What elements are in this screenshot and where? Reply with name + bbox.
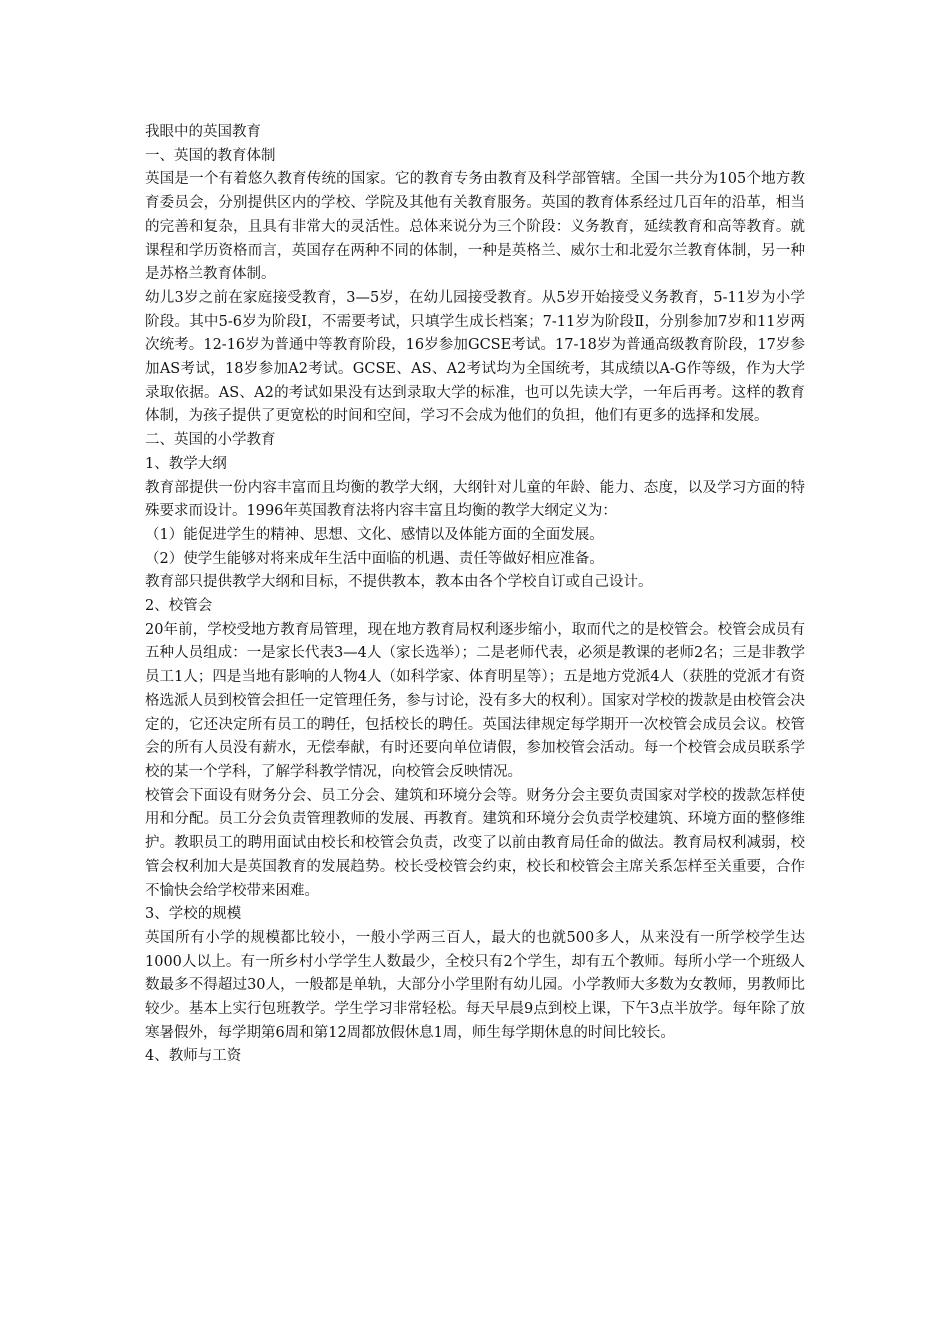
document-title: 我眼中的英国教育: [145, 124, 261, 140]
section-1-paragraph-2: 幼儿3岁之前在家庭接受教育，3—5岁，在幼儿园接受教育。从5岁开始接受义务教育，5-11岁为小学阶段。其中5-6岁为阶段Ⅰ，不需要考试，只填学生成长档案；7-11岁为阶段Ⅱ，分别参加7岁和11岁两次统考。12-16岁为普通中等教育阶段，16岁参加GCSE考试。17-18岁为普通高级教育阶段，17岁参加AS考试，18岁参加A2考试。GCSE、AS、A2考试均为全国统考，其成绩以A-G作等级，作为大学录取依据。AS、A2的考试如果没有达到录取大学的标准，也可以先读大学，一年后再考。这样的教育体制，为孩子提供了更宽松的时间和空间，学习不会成为他们的负担，他们有更多的选择和发展。: [145, 289, 805, 425]
syllabus-item-1: （1）能促进学生的精神、思想、文化、感情以及体能方面的全面发展。: [145, 526, 604, 543]
syllabus-item-2: （2）使学生能够对将来成年生活中面临的机遇、责任等做好相应准备。: [145, 550, 604, 567]
section-1-paragraph-1: 英国是一个有着悠久教育传统的国家。它的教育专务由教育及科学部管辖。全国一共分为105个地方教育委员会，分别提供区内的学校、学院及其他有关教育服务。英国的教育体系经过几百年的沿革，相当的完善和复杂，且具有非常大的灵活性。总体来说分为三个阶段：义务教育，延续教育和高等教育。就课程和学历资格而言，英国存在两种不同的体制，一种是英格兰、威尔士和北爱尔兰教育体制，另一种是苏格兰教育体制。: [145, 171, 805, 283]
section-1-heading: 一、英国的教育体制: [145, 147, 276, 164]
syllabus-paragraph-2: 教育部只提供教学大纲和目标，不提供教本，教本由各个学校自订或自己设计。: [145, 574, 653, 591]
school-size-paragraph-1: 英国所有小学的规模都比较小，一般小学两三百人，最大的也就500多人，从来没有一所学校学生达1000人以上。有一所乡村小学学生人数最少，全校只有2个学生，却有五个教师。每所小学一个班级人数最多不得超过30人，一般都是单轨，大部分小学里附有幼儿园。小学教师大多数为女教师，男教师比较少。基本上实行包班教学。学生学习非常轻松。每天早晨9点到校上课，下午3点半放学。每年除了放寒暑假外，每学期第6周和第12周都放假休息1周，师生每学期休息的时间比较长。: [145, 929, 805, 1041]
document-page: [145, 121, 805, 1069]
subsection-school-size-heading: 3、学校的规模: [145, 906, 242, 923]
subsection-governors-heading: 2、校管会: [145, 598, 213, 615]
subsection-syllabus-heading: 1、教学大纲: [145, 455, 227, 472]
governors-paragraph-2: 校管会下面设有财务分会、员工分会、建筑和环境分会等。财务分会主要负责国家对学校的拨款怎样使用和分配。员工分会负责管理教师的发展、再教育。建筑和环境分会负责学校建筑、环境方面的整修维护。教职员工的聘用面试由校长和校管会负责，改变了以前由教育局任命的做法。教育局权利减弱，校管会权利加大是英国教育的发展趋势。校长受校管会约束，校长和校管会主席关系怎样至关重要，合作不愉快会给学校带来困难。: [145, 787, 805, 899]
section-2-heading: 二、英国的小学教育: [145, 432, 276, 449]
subsection-teachers-heading: 4、教师与工资: [145, 1048, 242, 1065]
governors-paragraph-1: 20年前，学校受地方教育局管理，现在地方教育局权利逐步缩小，取而代之的是校管会。校管会成员有五种人员组成：一是家长代表3—4人（家长选举）；二是老师代表，必须是教课的老师2名；三是非教学员工1人；四是当地有影响的人物4人（如科学家、体育明星等）；五是地方党派4人（获胜的党派才有资格选派人员到校管会担任一定管理任务，参与讨论，没有多大的权利）。国家对学校的拨款是由校管会决定的，它还决定所有员工的聘任，包括校长的聘任。英国法律规定每学期开一次校管会成员会议。校管会的所有人员没有薪水，无偿奉献，有时还要向单位请假，参加校管会活动。每一个校管会成员联系学校的某一个学科，了解学科教学情况，向校管会反映情况。: [145, 621, 805, 780]
syllabus-paragraph-1: 教育部提供一份内容丰富而且均衡的教学大纲，大纲针对儿童的年龄、能力、态度，以及学习方面的特殊要求而设计。1996年英国教育法将内容丰富且均衡的教学大纲定义为：: [145, 479, 805, 520]
